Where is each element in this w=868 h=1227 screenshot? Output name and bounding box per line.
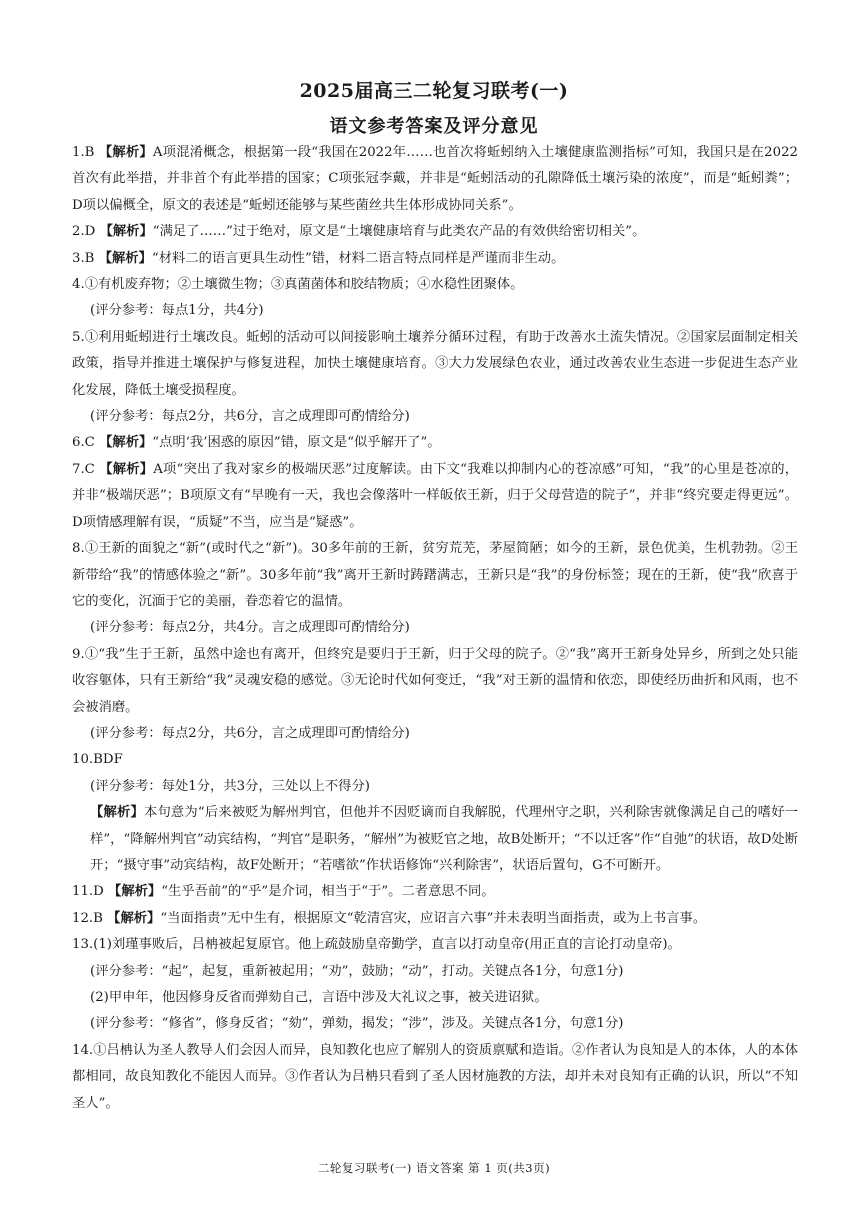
analysis-label: 【解析】 [90,805,144,821]
answer-number: 12.B [72,910,103,926]
answer-number: 7.C [72,461,95,477]
answer-text: “满足了……”过于绝对，原文是“土壤健康培育与此类农产品的有效供给密切相关”。 [152,224,646,240]
answer-text: (评分参考：每点2分，共4分。言之成理即可酌情给分) [90,620,410,636]
answer-text: ①有机废弃物；②土壤微生物；③真菌菌体和胶结物质；④水稳性团聚体。 [84,277,524,293]
answer-number: 11.D [72,884,104,900]
analysis-label: 【解析】 [99,435,153,451]
answer-text: (评分参考：每点2分，共6分，言之成理即可酌情给分) [90,725,410,741]
answer-item-q4s [72,298,798,324]
answer-text: 本句意为“后来被贬为解州判官，但他并不因贬谪而自我解脱，代理州守之职，兴利除害就像满足自己的嗜好一样”，“降解州判官”动宾结构，“判官”是职务，“解州”为被贬官之地，故B处断开；“不以迁客”作“自弛”的状语，故D处断开；“摄守事”动宾结构，故F处断开；“若嗜欲”作状语修饰“兴利除害”，状语后置句，G不可断开。 [90,805,799,873]
answer-text: “材料二的语言更具生动性”错，材料二语言特点同样是严谨而非生动。 [151,250,565,266]
answer-text: (2)甲申年，他因修身反省而弹劾自己，言语中涉及大礼议之事，被关进诏狱。 [90,990,548,1005]
answer-item-q10 [72,747,798,773]
answer-number: 4. [72,277,85,293]
answer-item-q3 [72,246,798,272]
answer-item-q13b [72,985,798,1011]
analysis-label: 【解析】 [99,461,154,477]
answer-number: 10.BDF [72,752,123,768]
answer-item-q4 [72,272,798,298]
answer-item-q2 [72,219,798,245]
answer-text: (1)刘瑾事败后，吕柟被起复原官。他上疏鼓励皇帝勤学，直言以打动皇帝(用正直的言论打动皇帝)。 [93,937,681,953]
page-title: 2025届高三二轮复习联考(一) [299,80,569,102]
answer-text: ①吕柟认为圣人教导人们会因人而异，良知教化也应了解别人的资质禀赋和造诣。②作者认为良知是人的本体，人的本体都相同，故良知教化不能因人而异。③作者认为吕柟只看到了圣人因材施教的方法，却并未对良知有正确的认识，所以“不知圣人”。 [72,1042,798,1111]
answer-item-q10a [72,800,798,879]
answer-text: A项“突出了我对家乡的极端厌恶”过度解读。由下文“我难以抑制内心的苍凉感”可知，“我”的心里是苍凉的，并非“极端厌恶”；B项原文有“早晚有一天，我也会像落叶一样皈依王新，归于父母营造的院子”，并非“终究要走得更远”。D项情感理解有误，“质疑”不当，应当是“疑惑”。 [72,461,799,530]
answer-item-q7 [72,457,798,536]
answer-text: A项混淆概念，根据第一段“我国在2022年……也首次将蚯蚓纳入土壤健康监测指标”可知，我国只是在2022首次有此举措，并非首个有此举措的国家；C项张冠李戴，并非是“蚯蚓活动的孔隙降低土壤污染的浓度”，而是“蚯蚓粪”；D项以偏概全，原文的表述是“蚯蚓还能够与某些菌丝共生体形成协同关系”。 [72,145,798,213]
answer-item-q13 [72,932,798,958]
answer-item-q14 [72,1038,798,1117]
answer-number: 13. [72,937,94,953]
answer-text: “点明‘我’困惑的原因”错，原文是“似乎解开了”。 [152,435,441,451]
analysis-label: 【解析】 [98,145,153,160]
answer-text: ①“我”生于王新，虽然中途也有离开，但终究是要归于王新，归于父母的院子。②“我”离开王新身处异乡，所到之处只能收容躯体，只有王新给“我”灵魂安稳的感觉。③无论时代如何变迁，“我”对王新的温情和依恋，即使经历曲折和风雨，也不会被消磨。 [72,646,798,715]
page-footer: 二轮复习联考(一) 语文答案 第 1 页(共3页) [317,1161,551,1175]
answer-number: 2.D [72,224,96,240]
answer-item-q9 [72,642,798,721]
answer-text: (评分参考：每处1分，共3分，三处以上不得分) [90,778,370,794]
analysis-label: 【解析】 [108,884,162,900]
answer-item-q5 [72,325,798,404]
answer-body [72,140,798,1117]
page-subtitle: 语文参考答案及评分意见 [329,116,539,137]
answer-text: ①利用蚯蚓进行土壤改良。蚯蚓的活动可以间接影响土壤养分循环过程，有助于改善水土流失情况。②国家层面制定相关政策，指导并推进土壤保护与修复进程，加快土壤健康培育。③大力发展绿色农业，通过改善农业生态进一步促进生态产业化发展，降低土壤受损程度。 [72,329,798,398]
answer-item-q9s [72,721,798,747]
analysis-label: 【解析】 [99,224,153,240]
answer-text: (评分参考：每点2分，共6分，言之成理即可酌情给分) [90,409,410,425]
answer-text: “当面指责”无中生有，根据原文“乾清宫灾，应诏言六事”并未表明当面指责，或为上书言事。 [160,910,707,926]
answer-text: ①王新的面貌之“新”(或时代之“新”)。30多年前的王新，贫穷荒芜，茅屋简陋；如今的王新，景色优美，生机勃勃。②王新带给“我”的情感体验之“新”。30多年前“我”离开王新时踌躇满志，王新只是“我”的身份标签；现在的王新，使“我”欣喜于它的变化，沉湎于它的美丽，眷恋着它的温情。 [72,541,798,609]
answer-item-q6 [72,430,798,456]
answer-item-q13s2 [72,1011,798,1037]
answer-item-q12 [72,906,798,932]
answer-item-q13s1 [72,959,798,985]
answer-text: (评分参考：“起”，起复，重新被起用；“劝”，鼓励；“动”，打动。关键点各1分，句意1分) [90,963,624,979]
answer-item-q8s [72,615,798,641]
answer-item-q11 [72,879,798,905]
answer-item-q10s [72,774,798,800]
answer-text: “生乎吾前”的“乎”是介词，相当于“于”。二者意思不同。 [161,884,495,900]
answer-number: 5. [72,329,85,345]
answer-text: (评分参考：“修省”，修身反省；“劾”，弹劾，揭发；“涉”，涉及。关键点各1分，句意1分) [90,1016,624,1032]
answer-number: 9. [72,646,85,662]
answer-number: 14. [72,1042,94,1058]
answer-number: 3.B [72,250,95,266]
answer-number: 6.C [72,435,95,451]
answer-text: (评分参考：每点1分，共4分) [90,303,264,319]
answer-number: 1.B [72,145,95,160]
answer-item-q8 [72,536,798,615]
answer-item-q5s [72,404,798,430]
answer-number: 8. [72,541,85,557]
analysis-label: 【解析】 [98,250,152,266]
answer-item-q1 [72,140,798,219]
analysis-label: 【解析】 [107,910,161,926]
